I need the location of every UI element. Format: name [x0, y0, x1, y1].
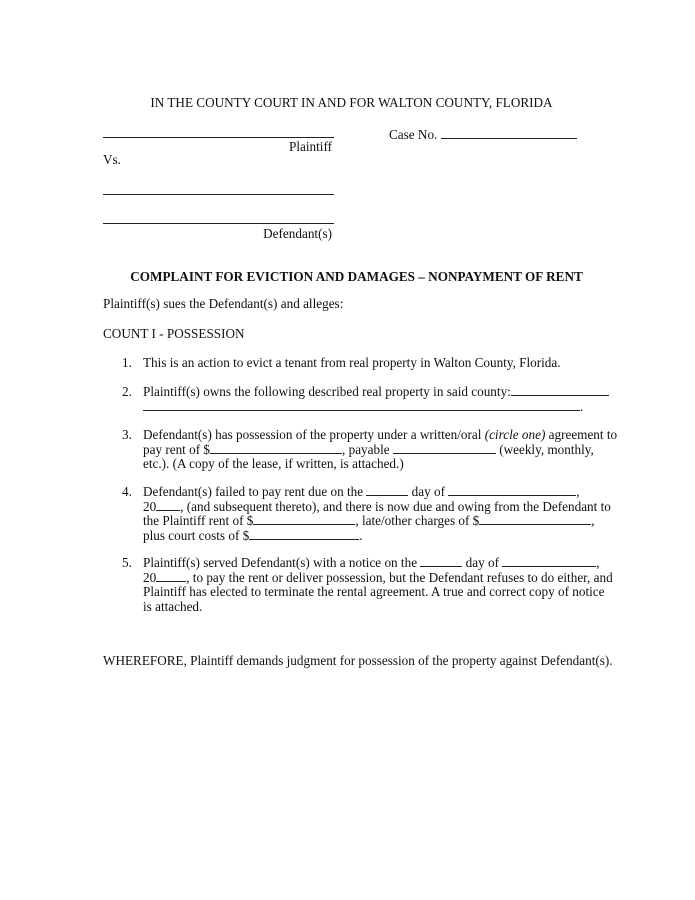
case-number-field [389, 127, 577, 143]
court-costs-blank[interactable] [249, 529, 359, 540]
count-heading: COUNT I - POSSESSION [103, 326, 245, 341]
payment-frequency-blank[interactable] [393, 443, 496, 454]
wherefore-clause: WHEREFORE, Plaintiff demands judgment for possession of the property against Defendant(s). [103, 653, 613, 668]
item-number: 1. [122, 355, 132, 370]
plaintiff-label: Plaintiff [289, 139, 332, 154]
notice-year-blank[interactable] [156, 571, 186, 582]
due-year-blank[interactable] [156, 500, 180, 511]
due-month-blank[interactable] [448, 485, 576, 496]
case-number-label: Case No. [389, 127, 438, 142]
notice-month-blank[interactable] [502, 556, 596, 567]
item-text: This is an action to evict a tenant from real property in Walton County, Florida. [143, 355, 561, 370]
intro-paragraph: Plaintiff(s) sues the Defendant(s) and alleges: [103, 296, 344, 311]
property-description-blank-1[interactable] [511, 385, 609, 396]
rent-owed-blank[interactable] [253, 514, 355, 525]
court-title: IN THE COUNTY COURT IN AND FOR WALTON COUNTY, FLORIDA [150, 95, 553, 110]
late-charges-blank[interactable] [479, 514, 591, 525]
notice-day-blank[interactable] [420, 556, 462, 567]
item-number: 2. [122, 384, 132, 399]
property-description-blank-2[interactable] [143, 400, 580, 411]
circle-one-note: (circle one) [484, 427, 546, 442]
versus-label: Vs. [103, 152, 121, 167]
defendant-label: Defendant(s) [263, 226, 332, 241]
plaintiff-name-blank[interactable] [103, 137, 334, 138]
item-number: 4. [122, 484, 132, 499]
item-text: Plaintiff(s) owns the following described real property in said county: [143, 384, 511, 399]
case-number-blank[interactable] [441, 127, 577, 139]
defendant-name-blank-2[interactable] [103, 223, 334, 224]
rent-amount-blank[interactable] [210, 443, 342, 454]
item-number: 5. [122, 555, 132, 570]
document-heading: COMPLAINT FOR EVICTION AND DAMAGES – NONPAYMENT OF RENT [130, 269, 583, 284]
defendant-name-blank-1[interactable] [103, 194, 334, 195]
due-day-blank[interactable] [366, 485, 408, 496]
item-number: 3. [122, 427, 132, 442]
